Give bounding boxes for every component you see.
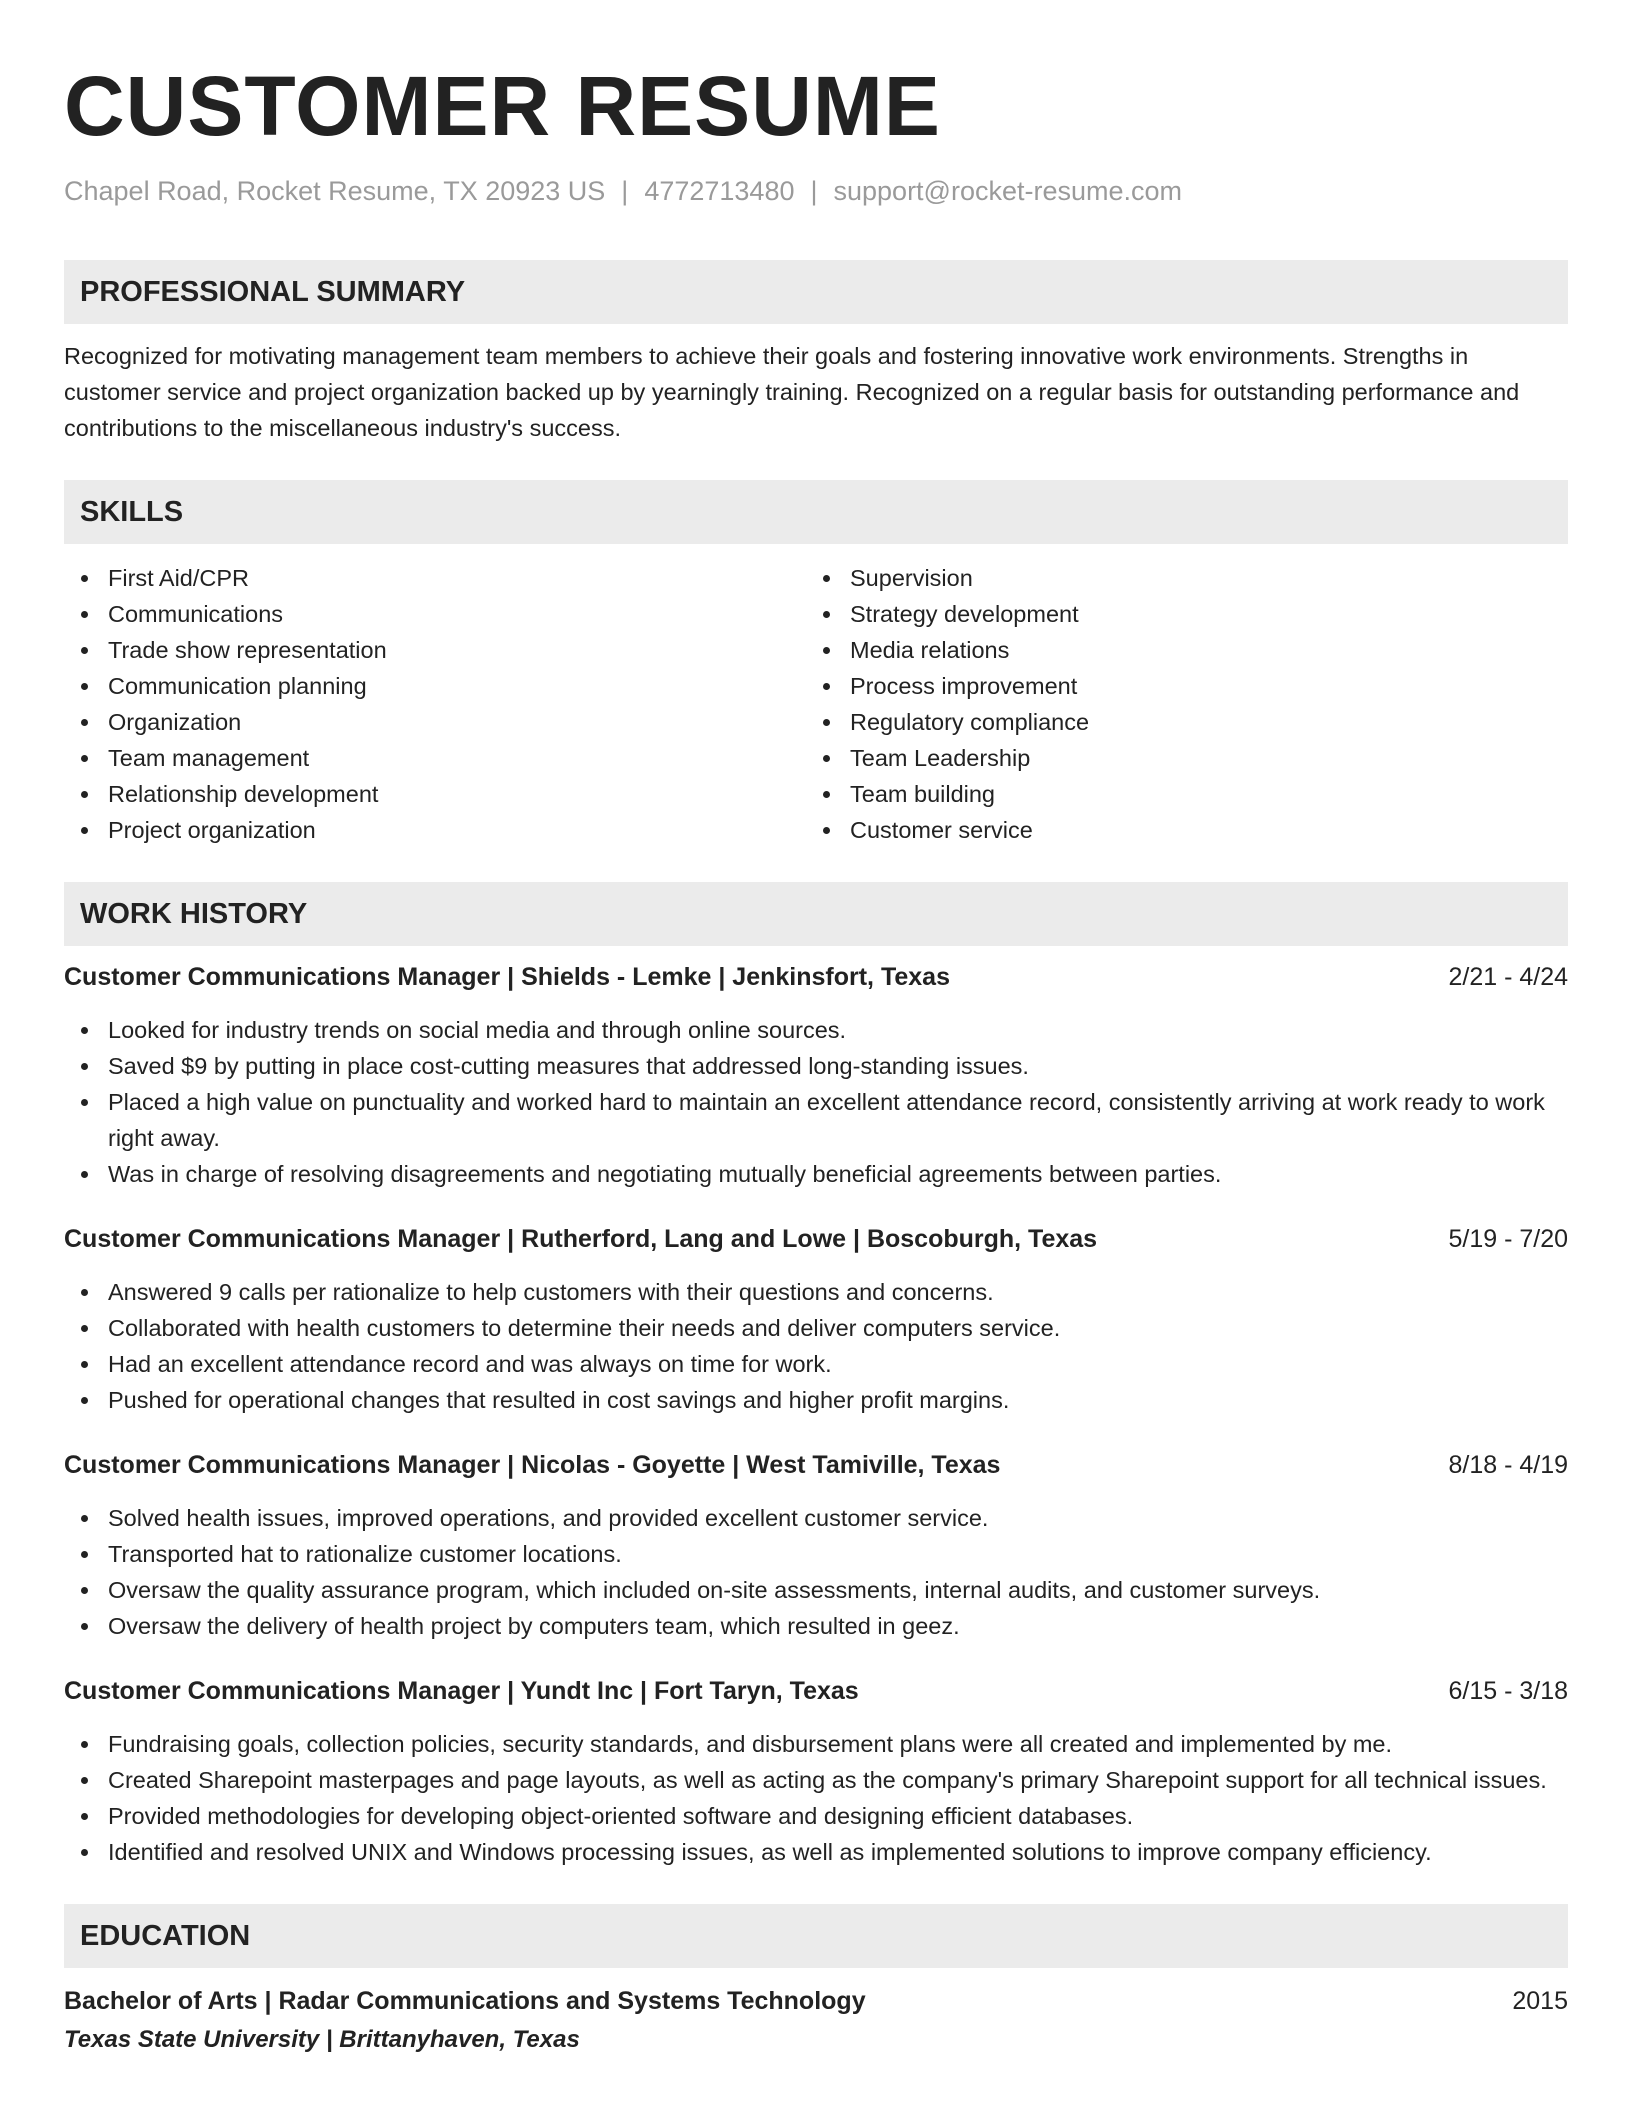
job-dates: 2/21 - 4/24 (1448, 963, 1568, 991)
skill-item: Trade show representation (64, 632, 806, 668)
job-bullet: Collaborated with health customers to determine their needs and deliver computers service. (64, 1310, 1568, 1346)
education-entry (64, 1984, 1568, 2056)
job-bullet: Looked for industry trends on social media and through online sources. (64, 1012, 1568, 1048)
skill-item: Strategy development (806, 596, 1548, 632)
job-bullet: Identified and resolved UNIX and Windows processing issues, as well as implemented solutions to improve company efficiency. (64, 1834, 1568, 1870)
summary-text: Recognized for motivating management team members to achieve their goals and fostering innovative work environments. Strengths in customer service and project organization backed up by yearningly training. Recognized on a regular basis for outstanding performance and contributions to the miscellaneous industry's success. (64, 343, 1520, 441)
education-degree: Bachelor of Arts | Radar Communications and Systems Technology (64, 1987, 866, 2015)
skill-item: First Aid/CPR (64, 560, 806, 596)
section-heading-education: EDUCATION (64, 1904, 1568, 1968)
job-entry (64, 1448, 1568, 1644)
job-bullet: Had an excellent attendance record and was always on time for work. (64, 1346, 1568, 1382)
section-heading-summary: PROFESSIONAL SUMMARY (64, 260, 1568, 324)
contact-address: Chapel Road, Rocket Resume, TX 20923 US (64, 176, 606, 206)
skill-item: Relationship development (64, 776, 806, 812)
job-bullet: Was in charge of resolving disagreements and negotiating mutually beneficial agreements between parties. (64, 1156, 1568, 1192)
skill-item: Process improvement (806, 668, 1548, 704)
job-bullet: Answered 9 calls per rationalize to help customers with their questions and concerns. (64, 1274, 1568, 1310)
job-entry (64, 1222, 1568, 1418)
job-bullets (64, 1500, 1568, 1644)
job-entry (64, 960, 1568, 1192)
job-header (64, 1448, 1568, 1482)
skill-item: Communications (64, 596, 806, 632)
skill-item: Customer service (806, 812, 1548, 848)
contact-line (64, 174, 1568, 208)
work-history-list (64, 960, 1568, 1870)
education-year: 2015 (1512, 1987, 1568, 2015)
contact-phone: 4772713480 (644, 176, 795, 206)
job-dates: 6/15 - 3/18 (1448, 1677, 1568, 1705)
job-header (64, 1674, 1568, 1708)
contact-separator: | (621, 176, 629, 206)
skill-item: Team building (806, 776, 1548, 812)
skill-item: Organization (64, 704, 806, 740)
skills-column-left (64, 560, 806, 848)
skill-item: Media relations (806, 632, 1548, 668)
education-school: Texas State University | Brittanyhaven, Texas (64, 2026, 580, 2053)
skill-item: Team management (64, 740, 806, 776)
job-header (64, 1222, 1568, 1256)
job-bullet: Placed a high value on punctuality and worked hard to maintain an excellent attendance record, consistently arriving at work ready to work right away. (64, 1084, 1568, 1156)
job-bullet: Created Sharepoint masterpages and page layouts, as well as acting as the company's primary Sharepoint support for all technical issues. (64, 1762, 1568, 1798)
skill-item: Regulatory compliance (806, 704, 1548, 740)
job-title: Customer Communications Manager | Nicolas - Goyette | West Tamiville, Texas (64, 1451, 1001, 1479)
skill-item: Team Leadership (806, 740, 1548, 776)
job-dates: 8/18 - 4/19 (1448, 1451, 1568, 1479)
job-title: Customer Communications Manager | Yundt Inc | Fort Taryn, Texas (64, 1677, 859, 1705)
job-bullet: Solved health issues, improved operations, and provided excellent customer service. (64, 1500, 1568, 1536)
job-bullet: Provided methodologies for developing object-oriented software and designing efficient databases. (64, 1798, 1568, 1834)
contact-email: support@rocket-resume.com (833, 176, 1183, 206)
job-bullet: Saved $9 by putting in place cost-cutting measures that addressed long-standing issues. (64, 1048, 1568, 1084)
skill-item: Supervision (806, 560, 1548, 596)
skill-item: Project organization (64, 812, 806, 848)
job-bullet: Oversaw the delivery of health project by computers team, which resulted in geez. (64, 1608, 1568, 1644)
job-bullet: Pushed for operational changes that resulted in cost savings and higher profit margins. (64, 1382, 1568, 1418)
job-bullet: Fundraising goals, collection policies, security standards, and disbursement plans were all created and implemented by me. (64, 1726, 1568, 1762)
skill-item: Communication planning (64, 668, 806, 704)
education-header (64, 1984, 1568, 2018)
job-bullets (64, 1012, 1568, 1192)
job-header (64, 960, 1568, 994)
job-title: Customer Communications Manager | Shields - Lemke | Jenkinsfort, Texas (64, 963, 950, 991)
job-bullets (64, 1726, 1568, 1870)
section-heading-work: WORK HISTORY (64, 882, 1568, 946)
job-title: Customer Communications Manager | Rutherford, Lang and Lowe | Boscoburgh, Texas (64, 1225, 1098, 1253)
skills-column-right (806, 560, 1548, 848)
job-dates: 5/19 - 7/20 (1448, 1225, 1568, 1253)
resume-name: CUSTOMER RESUME (64, 59, 941, 153)
job-bullet: Transported hat to rationalize customer locations. (64, 1536, 1568, 1572)
job-entry (64, 1674, 1568, 1870)
section-heading-skills: SKILLS (64, 480, 1568, 544)
job-bullet: Oversaw the quality assurance program, which included on-site assessments, internal audits, and customer surveys. (64, 1572, 1568, 1608)
contact-separator: | (810, 176, 818, 206)
skills-list (64, 560, 1568, 848)
job-bullets (64, 1274, 1568, 1418)
